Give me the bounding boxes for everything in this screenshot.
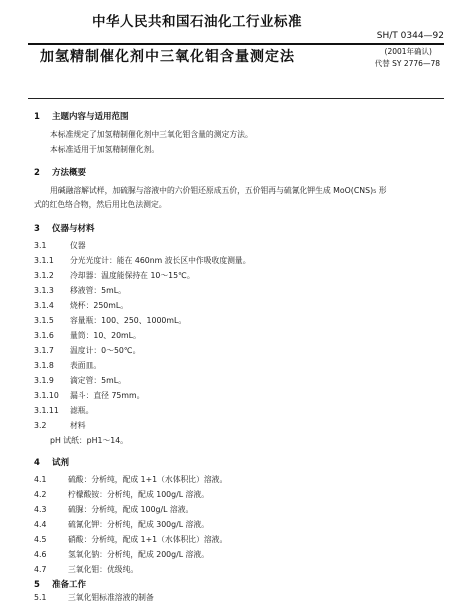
- list-item: [34, 549, 209, 560]
- list-item: [34, 592, 154, 603]
- item-text: 硝酸：分析纯，配成 1+1（水体积比）溶液。: [68, 535, 228, 544]
- item-text: 漏斗：直径 75mm。: [70, 391, 145, 400]
- item-number: 4.7: [34, 565, 47, 574]
- list-item: [34, 534, 227, 545]
- section-number: 5: [34, 580, 40, 590]
- item-text: 冷却器：温度能保持在 10～15℃。: [70, 271, 195, 280]
- section-title: 准备工作: [52, 580, 87, 590]
- document-title: 加氢精制催化剂中三氧化钼含量测定法: [40, 49, 295, 65]
- item-number: 3.2: [34, 421, 47, 430]
- list-item: [34, 270, 195, 281]
- list-item: [34, 330, 141, 341]
- list-item: [34, 489, 209, 500]
- list-item: [34, 375, 126, 386]
- list-item: [34, 474, 227, 485]
- list-item: [34, 405, 93, 416]
- section-number: 2: [34, 168, 40, 178]
- section-number: 1: [34, 112, 40, 122]
- item-text: 容量瓶：100、250、1000mL。: [70, 316, 187, 325]
- list-item: [34, 315, 186, 326]
- item-number: 4.4: [34, 520, 47, 529]
- item-number: 3.1.1: [34, 256, 54, 265]
- item-number: 4.2: [34, 490, 47, 499]
- item-text: 分光光度计：能在 460nm 波长区中作吸收度测量。: [70, 256, 251, 265]
- list-item: [34, 420, 86, 431]
- item-number: 3.1.2: [34, 271, 54, 280]
- item-text: 材料: [70, 421, 86, 430]
- item-number: 3.1.10: [34, 391, 59, 400]
- item-number: 3.1.8: [34, 361, 54, 370]
- item-text: pH 试纸：pH1～14。: [50, 436, 128, 445]
- section-title: 方法概要: [52, 168, 87, 178]
- list-item: [34, 285, 126, 296]
- title-rule: [28, 98, 444, 99]
- item-number: 4.6: [34, 550, 47, 559]
- list-item: [34, 300, 128, 311]
- item-text: 硫酸：分析纯，配成 1+1（水体积比）溶液。: [68, 475, 228, 484]
- section-title: 主题内容与适用范围: [52, 112, 129, 122]
- list-item: [34, 240, 86, 251]
- item-text: 三氧化钼：优级纯。: [68, 565, 139, 574]
- item-number: 4.1: [34, 475, 47, 484]
- org-standard-name: 中华人民共和国石油化工行业标准: [92, 14, 302, 30]
- item-text: 硫氰化钾：分析纯，配成 300g/L 溶液。: [68, 520, 209, 529]
- item-number: 3.1.9: [34, 376, 54, 385]
- item-text: 三氧化钼标准溶液的制备: [68, 593, 154, 602]
- item-number: 5.1: [34, 593, 47, 602]
- item-number: 3.1.5: [34, 316, 54, 325]
- section-number: 3: [34, 224, 40, 234]
- paragraph: 式的红色络合物，然后用比色法测定。: [34, 200, 167, 209]
- list-item: [34, 564, 138, 575]
- standard-code: SH/T 0344—92: [376, 31, 444, 41]
- item-text: 柠檬酸铵：分析纯，配成 100g/L 溶液。: [68, 490, 209, 499]
- list-item: [34, 255, 251, 266]
- list-item: [34, 345, 140, 356]
- list-item: [34, 519, 209, 530]
- replaces-note: 代替 SY 2776—78: [374, 59, 440, 68]
- item-text: 硫脲：分析纯，配成 100g/L 溶液。: [68, 505, 194, 514]
- confirmation-year: (2001年确认): [384, 47, 432, 56]
- item-text: 滤瓶。: [70, 406, 94, 415]
- section-number: 4: [34, 458, 40, 468]
- section-1-heading: [34, 110, 129, 122]
- header-rule: [28, 43, 444, 45]
- item-number: 3.1.11: [34, 406, 59, 415]
- item-text: 温度计：0～50℃。: [70, 346, 141, 355]
- list-item: [34, 504, 193, 515]
- section-3-heading: [34, 222, 95, 234]
- item-text: 仪器: [70, 241, 86, 250]
- item-number: 3.1.6: [34, 331, 54, 340]
- item-number: 3.1.3: [34, 286, 54, 295]
- section-4-heading: [34, 456, 69, 468]
- section-5-heading: [34, 578, 86, 590]
- item-text: 滴定管：5mL。: [70, 376, 126, 385]
- item-text: 氢氧化钠：分析纯，配成 200g/L 溶液。: [68, 550, 209, 559]
- item-number: 3.1.7: [34, 346, 54, 355]
- section-2-heading: [34, 166, 86, 178]
- item-number: 3.1.4: [34, 301, 54, 310]
- item-text: 量筒：10、20mL。: [70, 331, 141, 340]
- list-item: [50, 435, 128, 446]
- item-number: 4.5: [34, 535, 47, 544]
- item-text: 烧杯：250mL。: [70, 301, 129, 310]
- paragraph: 本标准适用于加氢精制催化剂。: [50, 145, 160, 154]
- section-title: 仪器与材料: [52, 224, 95, 234]
- item-text: 表面皿。: [70, 361, 102, 370]
- paragraph: 本标准规定了加氢精制催化剂中三氧化钼含量的测定方法。: [50, 130, 253, 139]
- list-item: [34, 390, 144, 401]
- list-item: [34, 360, 101, 371]
- item-number: 4.3: [34, 505, 47, 514]
- paragraph: 用碱融溶解试样，加硫脲与溶液中的六价钼还原成五价，五价钼再与硫氰化钾生成 MoO(CNS)₅ 形: [50, 186, 387, 195]
- section-title: 试剂: [52, 458, 70, 468]
- item-number: 3.1: [34, 241, 47, 250]
- item-text: 移液管：5mL。: [70, 286, 126, 295]
